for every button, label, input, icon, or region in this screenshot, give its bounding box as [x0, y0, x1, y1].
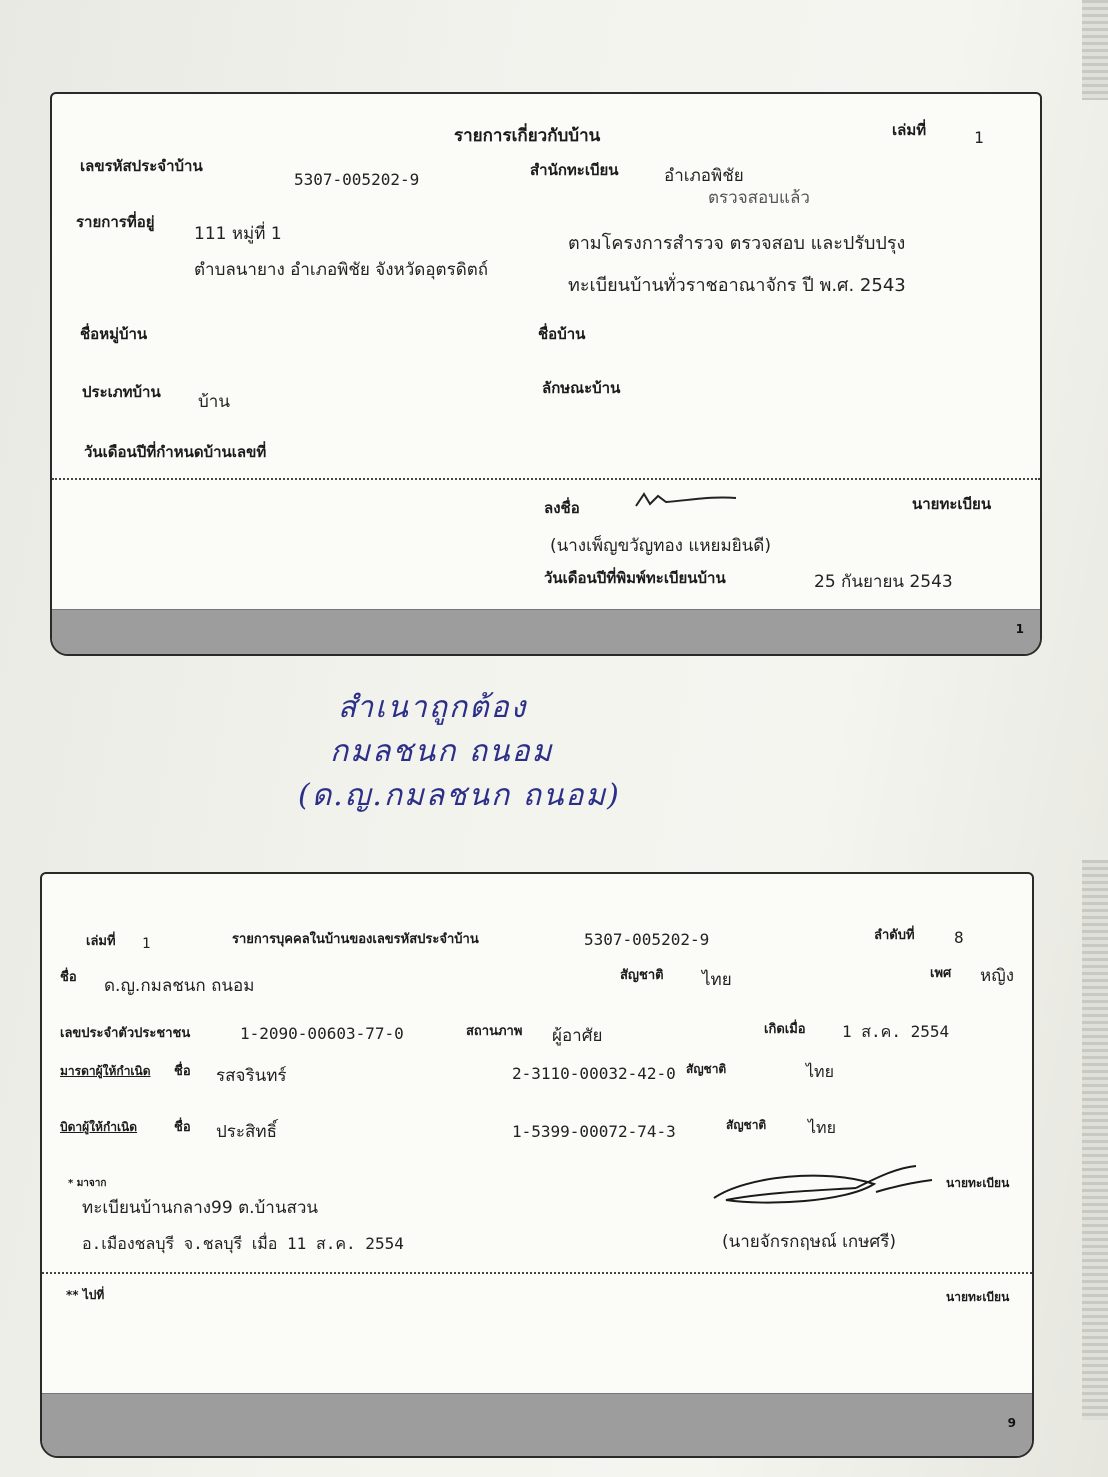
handwritten-full-name: (ด.ญ.กมลชนก ถนอม) — [298, 778, 621, 813]
stamp-line-2: ทะเบียนบ้านทั่วราชอาณาจักร ปี พ.ศ. 2543 — [568, 275, 906, 296]
registrar-label-bottom: นายทะเบียน — [946, 1290, 1010, 1304]
father-name-label: ชื่อ — [174, 1120, 191, 1135]
from-line-1: ทะเบียนบ้านกลาง99 ต.บ้านสวน — [82, 1198, 319, 1218]
born-label: เกิดเมื่อ — [764, 1022, 806, 1037]
page-number: 1 — [1015, 622, 1024, 636]
father-label: บิดาผู้ให้กำเนิด — [60, 1120, 138, 1134]
card-footer — [52, 609, 1040, 654]
book-label: เล่มที่ — [892, 121, 927, 139]
registrar-name: (นางเพ็ญขวัญทอง แหยมยินดี) — [550, 536, 771, 556]
print-date-value: 25 กันยายน 2543 — [814, 572, 953, 592]
page-number: 9 — [1007, 1416, 1016, 1430]
to-label: ** ไปที่ — [66, 1288, 105, 1302]
registry-label: สำนักทะเบียน — [530, 161, 619, 179]
mother-nationality-label: สัญชาติ — [686, 1062, 727, 1076]
father-id: 1-5399-00072-74-3 — [512, 1122, 676, 1141]
registrar-label-top: นายทะเบียน — [946, 1176, 1010, 1190]
status-value: ผู้อาศัย — [552, 1026, 603, 1046]
name-label: ชื่อ — [60, 970, 77, 985]
address-label: รายการที่อยู่ — [76, 213, 155, 231]
stamp-checked: ตรวจสอบแล้ว — [708, 188, 810, 208]
registrar-signature — [706, 1162, 936, 1212]
paper-edge — [1082, 0, 1108, 100]
order-number: 8 — [954, 928, 964, 947]
person-name: ด.ญ.กมลชนก ถนอม — [104, 976, 255, 996]
house-code-value: 5307-005202-9 — [584, 930, 710, 949]
house-type-label: ประเภทบ้าน — [82, 383, 161, 401]
address-line-1: 111 หมู่ที่ 1 — [194, 224, 282, 244]
house-char-label: ลักษณะบ้าน — [542, 379, 621, 397]
book-label: เล่มที่ — [86, 934, 116, 949]
person-info-card — [40, 872, 1034, 1458]
from-label: * มาจาก — [68, 1178, 107, 1189]
mother-name: รสจรินทร์ — [216, 1066, 287, 1086]
separator-line — [42, 1272, 1032, 1274]
status-label: สถานภาพ — [466, 1024, 523, 1039]
from-line-2: อ.เมืองชลบุรี จ.ชลบุรี เมื่อ 11 ส.ค. 2554 — [82, 1234, 404, 1253]
id-number: 1-2090-00603-77-0 — [240, 1024, 404, 1043]
sex-value: หญิง — [980, 966, 1014, 986]
stamp-line-1: ตามโครงการสำรวจ ตรวจสอบ และปรับปรุง — [568, 233, 906, 254]
village-label: ชื่อหมู่บ้าน — [80, 325, 148, 343]
book-number: 1 — [974, 128, 984, 147]
house-type-value: บ้าน — [198, 392, 230, 412]
order-label: ลำดับที่ — [874, 928, 915, 943]
address-line-2: ตำบลนายาง อำเภอพิชัย จังหวัดอุตรดิตถ์ — [194, 260, 489, 280]
father-nationality-value: ไทย — [808, 1118, 836, 1137]
signature-mark — [632, 488, 742, 512]
father-name: ประสิทธิ์ — [216, 1122, 278, 1142]
card-footer — [42, 1393, 1032, 1456]
mother-name-label: ชื่อ — [174, 1064, 191, 1079]
print-date-label: วันเดือนปีที่พิมพ์ทะเบียนบ้าน — [544, 569, 726, 587]
mother-label: มารดาผู้ให้กำเนิด — [60, 1064, 151, 1078]
mother-id: 2-3110-00032-42-0 — [512, 1064, 676, 1083]
separator-line — [52, 478, 1040, 480]
born-date: 1 ส.ค. 2554 — [842, 1022, 950, 1041]
assigned-date-label: วันเดือนปีที่กำหนดบ้านเลขที่ — [84, 443, 267, 461]
nationality-label: สัญชาติ — [620, 968, 664, 983]
father-nationality-label: สัญชาติ — [726, 1118, 767, 1132]
mother-nationality-value: ไทย — [806, 1062, 834, 1081]
paper-edge — [1082, 860, 1108, 1420]
handwritten-certified: สำเนาถูกต้อง — [338, 690, 528, 725]
house-info-card — [50, 92, 1042, 656]
book-number: 1 — [142, 936, 151, 952]
sex-label: เพศ — [930, 966, 952, 981]
handwritten-signature-name: กมลชนก ถนอม — [330, 734, 554, 769]
sign-label: ลงชื่อ — [544, 499, 580, 517]
registrar-name: (นายจักรกฤษณ์ เกษศรี) — [722, 1232, 896, 1252]
house-code-value: 5307-005202-9 — [294, 170, 420, 189]
registrar-label: นายทะเบียน — [912, 495, 992, 513]
nationality-value: ไทย — [702, 970, 732, 990]
registry-value: อำเภอพิชัย — [664, 166, 744, 186]
card-title: รายการเกี่ยวกับบ้าน — [454, 126, 601, 146]
id-label: เลขประจำตัวประชาชน — [60, 1026, 191, 1041]
house-code-label: เลขรหัสประจำบ้าน — [80, 157, 203, 175]
card-title: รายการบุคคลในบ้านของเลขรหัสประจำบ้าน — [232, 932, 479, 947]
house-name-label: ชื่อบ้าน — [538, 325, 586, 343]
